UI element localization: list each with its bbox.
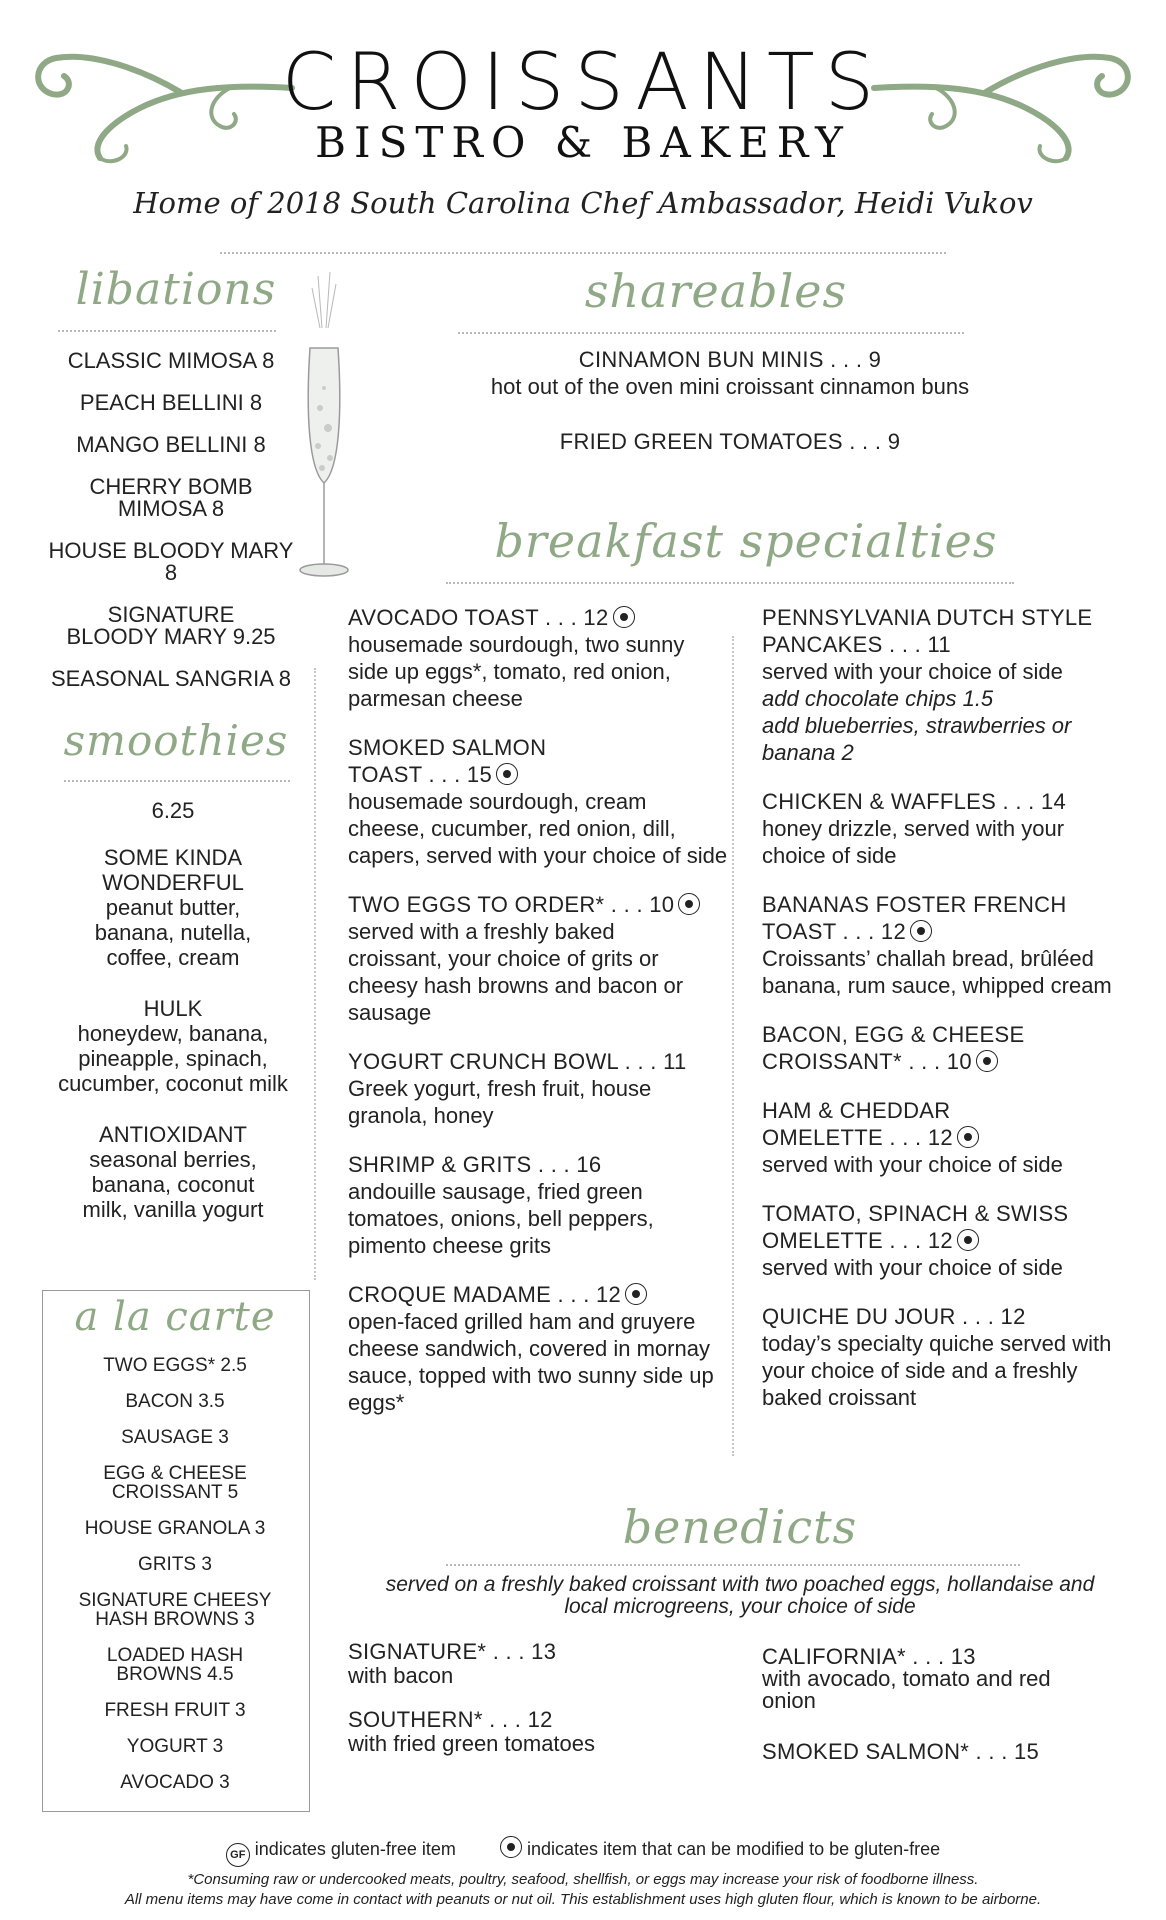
menu-item [348,891,728,1026]
smoothies-list [50,798,296,1248]
header-divider [220,252,946,254]
libations-divider [58,330,276,332]
item-name: YOGURT CRUNCH BOWL . . . 11 [348,1049,687,1074]
shareables-divider [458,332,964,334]
item-desc: today’s specialty quiche served with your choice of side and a freshly baked croissant [762,1331,1112,1410]
list-item: LOADED HASH BROWNS 4.5 [106,1645,244,1685]
legend [0,1836,1166,1867]
gluten-free-modifiable-icon [496,763,518,785]
list-item: FRESH FRUIT 3 [104,1700,246,1721]
menu-item [762,788,1132,869]
smoothie-name: SOME KINDA WONDERFUL [102,845,244,895]
list-item [50,845,296,970]
list-item [50,996,296,1096]
disclaimer [0,1870,1166,1910]
breakfast-divider [446,582,1014,584]
menu-item [762,604,1132,766]
a-la-carte-list [42,1356,308,1809]
menu-item [762,1200,1132,1281]
item-desc: served with your choice of side [762,1152,1063,1177]
item-name: FRIED GREEN TOMATOES . . . 9 [559,429,901,454]
item-desc: served with your choice of side [762,1255,1063,1280]
item-desc: housemade sourdough, two sunny side up eggs*, tomato, red onion, parmesan cheese [348,632,685,711]
list-item: TWO EGGS* 2.5 [103,1355,247,1376]
libations-heading: libations [75,264,277,315]
gluten-free-modifiable-icon [957,1229,979,1251]
list-item: CLASSIC MIMOSA 8 [67,348,275,373]
item-desc: served with a freshly baked croissant, your choice of grits or cheesy hash browns and bacon or sausage [348,919,684,1025]
shareable-item [430,428,1030,455]
gluten-free-modifiable-icon [678,893,700,915]
libations-list [40,350,302,710]
item-desc: with bacon [348,1663,454,1688]
a-la-carte-heading: a la carte [74,1294,276,1340]
disclaimer-line: All menu items may have come in contact with peanuts or nut oil. This establishment uses high gluten flour, which is known to be airborne. [124,1891,1042,1908]
list-item: SIGNATURE CHEESY HASH BROWNS 3 [78,1590,272,1630]
breakfast-column-left [348,604,728,1438]
item-name: CALIFORNIA* . . . 13 [762,1644,976,1669]
legend-mod-text: indicates item that can be modified to be gluten-free [526,1839,941,1859]
column-divider [732,636,734,1456]
item-desc: hot out of the oven mini croissant cinnamon buns [490,374,970,399]
menu-item [762,1303,1132,1411]
menu-item [348,1048,728,1129]
smoothie-name: ANTIOXIDANT [99,1122,247,1147]
breakfast-heading: breakfast specialties [494,514,998,568]
list-item: EGG & CHEESE CROISSANT 5 [103,1463,247,1503]
smoothie-desc: seasonal berries, banana, coconut milk, vanilla yogurt [82,1147,264,1222]
list-item: HOUSE GRANOLA 3 [84,1518,266,1539]
list-item: AVOCADO 3 [120,1772,230,1793]
item-desc: with avocado, tomato and red onion [762,1666,1051,1713]
gluten-free-modifiable-icon [613,606,635,628]
list-item: SIGNATURE BLOODY MARY 9.25 [66,602,276,649]
gluten-free-modifiable-icon [976,1050,998,1072]
benedict-item [762,1738,1132,1765]
item-name: AVOCADO TOAST . . . 12 [348,605,609,630]
item-name: CINNAMON BUN MINIS . . . 9 [578,347,882,372]
item-name: SOUTHERN* . . . 12 [348,1707,553,1732]
benedicts-heading: benedicts [622,1500,858,1554]
benedict-item [762,1646,1132,1712]
item-name: BANANAS FOSTER FRENCH TOAST . . . 12 [762,892,1067,944]
shareable-item [430,346,1030,400]
tagline: Home of 2018 South Carolina Chef Ambassador, Heidi Vukov [133,186,1033,220]
item-addon: add chocolate chips 1.5 [762,686,994,711]
smoothie-price: 6.25 [151,798,195,823]
smoothies-divider [64,780,290,782]
item-name: CROQUE MADAME . . . 12 [348,1282,622,1307]
champagne-glass-icon [290,268,360,588]
item-desc: andouille sausage, fried green tomatoes, onions, bell peppers, pimento cheese grits [348,1179,654,1258]
item-desc: Croissants’ challah bread, brûléed banana, rum sauce, whipped cream [762,946,1112,998]
list-item: GRITS 3 [138,1554,212,1575]
menu-item [762,1021,1132,1075]
list-item: CHERRY BOMB MIMOSA 8 [89,474,253,521]
list-item: MANGO BELLINI 8 [76,432,266,457]
list-item: YOGURT 3 [126,1736,224,1757]
item-name: TOMATO, SPINACH & SWISS OMELETTE . . . 12 [762,1201,1069,1253]
item-desc: served with your choice of side [762,659,1063,684]
shareables-heading: shareables [584,264,848,318]
gluten-free-badge-icon: GF [226,1843,250,1867]
menu-item [762,1097,1132,1178]
item-name: TWO EGGS TO ORDER* . . . 10 [348,892,675,917]
gluten-free-modifiable-icon [500,1836,522,1858]
legend-gf-text: indicates gluten-free item [254,1839,456,1859]
smoothie-name: HULK [143,996,203,1021]
list-item [50,1122,296,1222]
benedict-item [348,1708,708,1756]
smoothie-desc: honeydew, banana, pineapple, spinach, cucumber, coconut milk [58,1021,288,1096]
benedict-item [348,1640,708,1688]
smoothies-heading: smoothies [63,716,289,765]
restaurant-subtitle: BISTRO & BAKERY [315,118,851,167]
disclaimer-line: *Consuming raw or undercooked meats, poultry, seafood, shellfish, or eggs may increase your risk of foodborne illness. [187,1871,979,1888]
menu-item [348,604,728,712]
item-name: SMOKED SALMON TOAST . . . 15 [348,735,547,787]
menu-item [762,891,1132,999]
item-addon: add blueberries, strawberries or banana 2 [762,713,1072,765]
gluten-free-modifiable-icon [957,1126,979,1148]
list-item: PEACH BELLINI 8 [79,390,263,415]
list-item: SAUSAGE 3 [121,1427,229,1448]
breakfast-column-right [762,604,1132,1433]
menu-item [348,734,728,869]
menu-item [348,1151,728,1259]
item-name: SHRIMP & GRITS . . . 16 [348,1152,602,1177]
list-item: BACON 3.5 [125,1391,225,1412]
menu-item [348,1281,728,1416]
item-desc: honey drizzle, served with your choice of side [762,816,1065,868]
benedicts-note: served on a freshly baked croissant with two poached eggs, hollandaise and local microgreens, your choice of side [385,1573,1095,1618]
gluten-free-modifiable-icon [625,1283,647,1305]
benedicts-divider [446,1564,1020,1566]
item-name: PENNSYLVANIA DUTCH STYLE PANCAKES . . . 11 [762,605,1093,657]
list-item: SEASONAL SANGRIA 8 [50,666,292,691]
item-name: SIGNATURE* . . . 13 [348,1639,557,1664]
restaurant-title: CROISSANTS [281,38,885,128]
item-desc: open-faced grilled ham and gruyere cheese sandwich, covered in mornay sauce, topped with two sunny side up eggs* [348,1309,714,1415]
item-desc: with fried green tomatoes [348,1731,596,1756]
list-item: HOUSE BLOODY MARY 8 [48,538,294,585]
item-name: SMOKED SALMON* . . . 15 [762,1739,1040,1764]
item-name: CHICKEN & WAFFLES . . . 14 [762,789,1067,814]
column-divider [314,668,316,1280]
smoothie-desc: peanut butter, banana, nutella, coffee, cream [94,895,252,970]
gluten-free-modifiable-icon [910,920,932,942]
item-name: BACON, EGG & CHEESE CROISSANT* . . . 10 [762,1022,1025,1074]
item-desc: Greek yogurt, fresh fruit, house granola, honey [348,1076,652,1128]
item-desc: housemade sourdough, cream cheese, cucumber, red onion, dill, capers, served with your choice of side [348,789,728,868]
item-name: QUICHE DU JOUR . . . 12 [762,1304,1026,1329]
item-name: HAM & CHEDDAR OMELETTE . . . 12 [762,1098,953,1150]
